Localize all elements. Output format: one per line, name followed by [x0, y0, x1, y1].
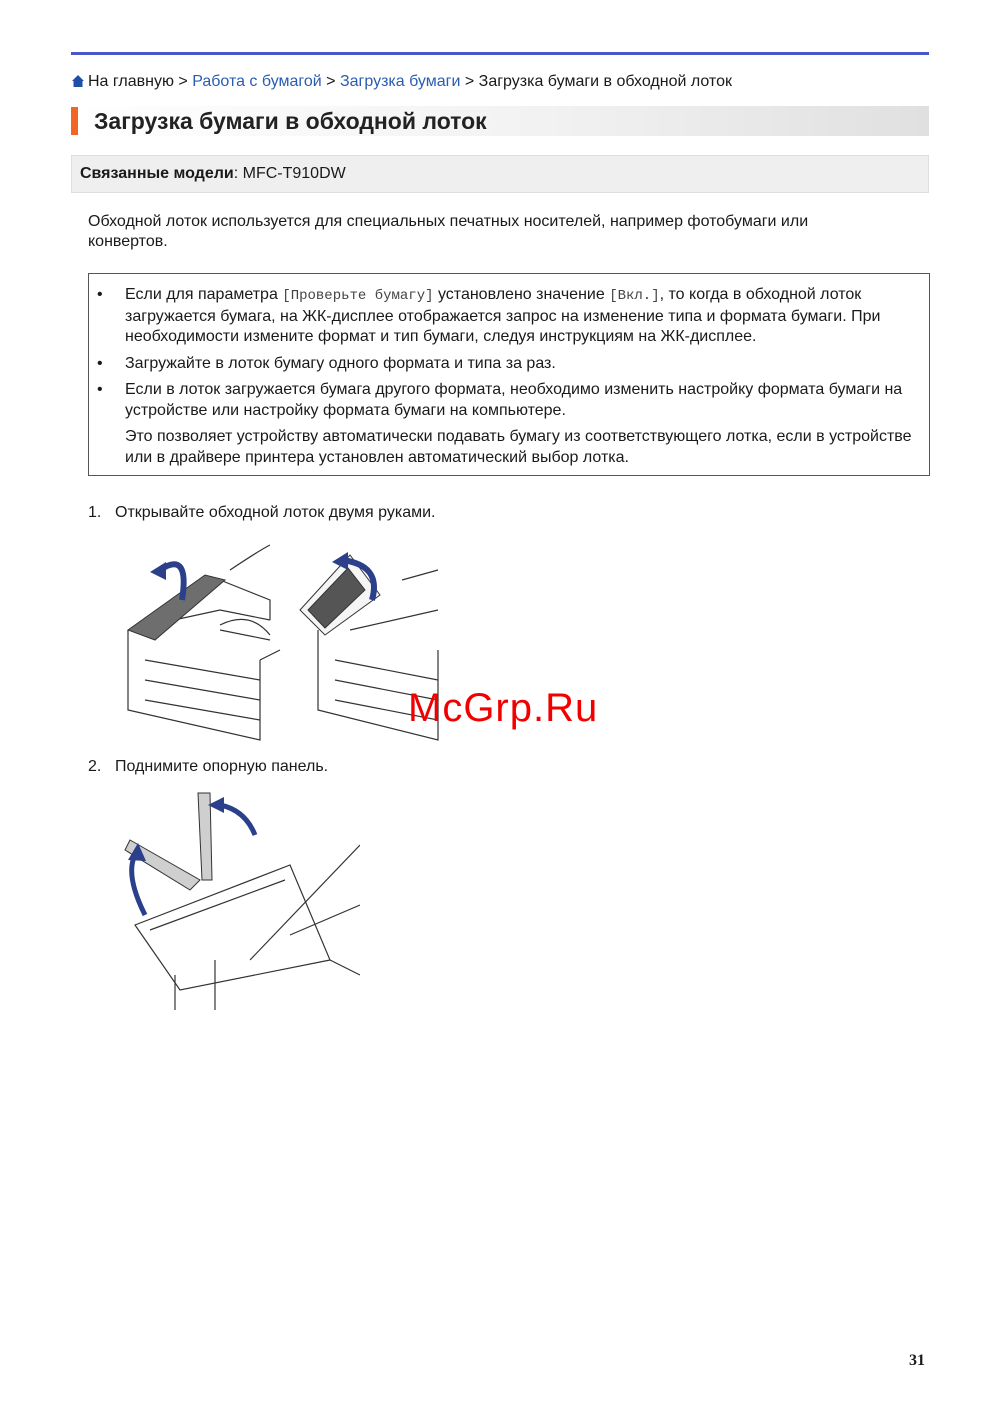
breadcrumb-separator: >	[173, 73, 193, 90]
step-text: Открывайте обходной лоток двумя руками.	[115, 504, 436, 521]
step-text: Поднимите опорную панель.	[115, 758, 329, 775]
breadcrumb-home[interactable]: На главную	[88, 73, 174, 90]
bullet: •	[97, 381, 103, 398]
breadcrumb	[71, 72, 732, 94]
title-bar	[71, 106, 929, 136]
note-text: Если в лоток загружается бумага другого формата, необходимо изменить настройку формата бумаги на устройстве или настройку формата бумаги на компьютере.	[125, 381, 903, 419]
note-text: Если для параметра	[125, 286, 283, 303]
home-icon[interactable]	[71, 74, 85, 94]
note-item	[89, 354, 929, 375]
breadcrumb-separator: >	[321, 73, 340, 90]
note-item	[89, 380, 929, 468]
related-models	[71, 155, 929, 193]
note-item	[89, 285, 929, 348]
step-1	[88, 503, 436, 523]
note-box	[88, 273, 930, 476]
bullet: •	[97, 354, 103, 372]
note-text: Загружайте в лоток бумагу одного формата и типа за раз.	[125, 354, 556, 372]
bullet: •	[97, 286, 103, 303]
page-title: Загрузка бумаги в обходной лоток	[94, 108, 487, 134]
top-rule	[71, 52, 929, 55]
step-number: 1.	[88, 504, 102, 521]
lcd-setting-name: [Проверьте бумагу]	[282, 288, 434, 304]
note-text: установлено значение	[433, 286, 610, 303]
breadcrumb-link-load-paper[interactable]: Загрузка бумаги	[339, 73, 461, 90]
note-text: , то когда в обходной лоток загружается бумага, на ЖК-дисплее отображается запрос на изменение типа и формата бумаги. При необходимости измените формат и тип бумаги, следуя инструкциям на ЖК-дисплее.	[125, 286, 881, 345]
watermark: McGrp.Ru	[408, 686, 599, 730]
breadcrumb-separator: >	[460, 73, 479, 90]
page-number: 31	[909, 1352, 925, 1369]
intro-text: Обходной лоток используется для специальных печатных носителей, например фотобумаги или конвертов.	[88, 213, 809, 250]
open-tray-illustration	[120, 540, 440, 745]
breadcrumb-current: Загрузка бумаги в обходной лоток	[478, 73, 732, 90]
lcd-setting-value: [Вкл.]	[609, 288, 660, 304]
models-colon: :	[233, 165, 243, 182]
models-label: Связанные модели	[80, 165, 234, 182]
note-subtext: Это позволяет устройству автоматически подавать бумагу из соответствующего лотка, если в устройстве или в драйвере принтера установлен автоматический выбор лотка.	[125, 428, 912, 466]
raise-support-illustration	[120, 785, 360, 1010]
breadcrumb-link-paper-handling[interactable]: Работа с бумагой	[192, 73, 322, 90]
step-2	[88, 757, 328, 777]
title-accent	[71, 107, 78, 135]
step-number: 2.	[88, 758, 102, 775]
models-value: MFC-T910DW	[242, 165, 346, 182]
